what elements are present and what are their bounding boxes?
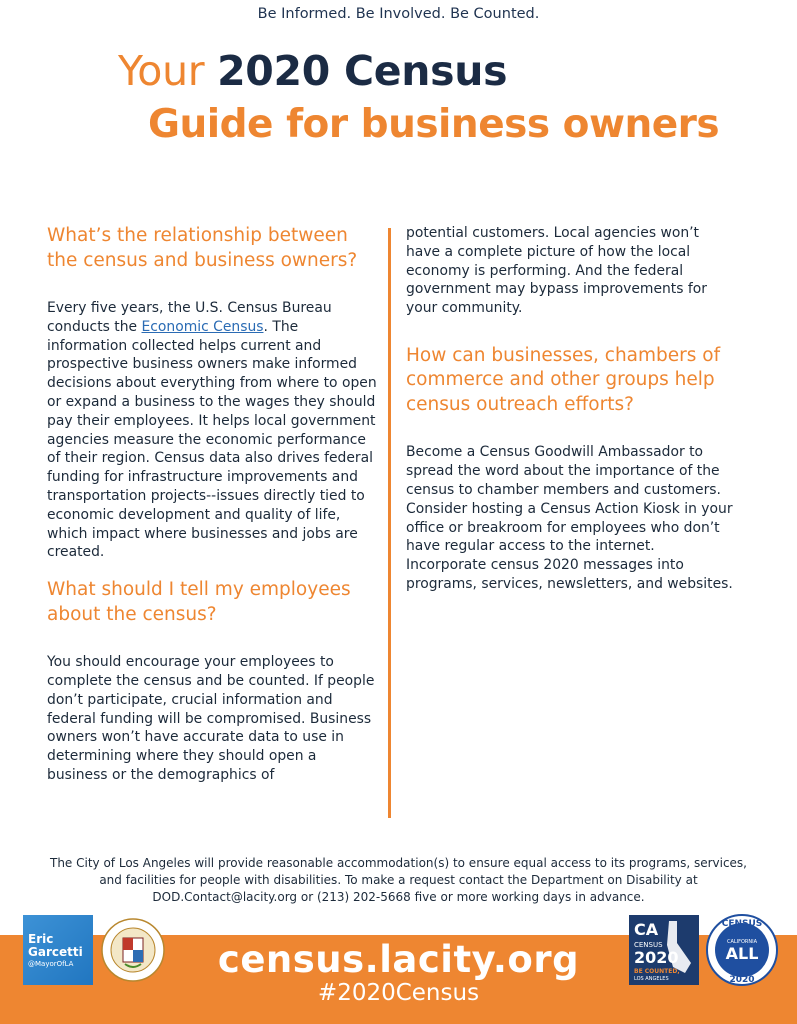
census-website-link[interactable]: census.lacity.org [217, 938, 580, 981]
question-heading-employees: What should I tell my employees about the census? [47, 579, 351, 625]
answer-employees: You should encourage your employees to complete the census and be counted. If people don’t participate, crucial information and federal funding will be compromised. Business owners won’t have accurate data to use in determining where they should open a business or the demographics of [47, 654, 375, 783]
column-divider [388, 228, 391, 818]
economic-census-link[interactable]: Economic Census [141, 318, 264, 335]
ca-logo-year: 2020 [634, 948, 679, 967]
left-column [47, 224, 377, 785]
hashtag: #2020Census [317, 980, 480, 1006]
accessibility-notice: The City of Los Angeles will provide reasonable accommodation(s) to ensure equal access to its programs, services, and facilities for people with disabilities. To make a request contact the Department on Disability at DOD.Contact@lacity.org or (213) 202-5668 five or more working days in advance. [50, 856, 747, 904]
title-your: Your [118, 47, 205, 95]
badge-california: CALIFORNIA [726, 939, 758, 945]
tagline: Be Informed. Be Involved. Be Counted. [257, 6, 540, 22]
question-heading-outreach: How can businesses, chambers of commerce and other groups help census outreach efforts? [406, 344, 721, 415]
mayor-handle: @MayorOfLA [28, 960, 74, 968]
census-for-all-badge [705, 913, 779, 987]
badge-census: CENSUS [721, 919, 763, 929]
badge-year: 2020 [729, 975, 755, 985]
answer-relationship: Every five years, the U.S. Census Bureau conducts the Economic Census. The information collected helps current and prospective business owners make informed decisions about everything from where to open or expand a business to the wages they should pay their employees. It helps local government agencies measure the economic performance of their region. Census data also drives federal funding for infrastructure improvements and transportation projects--issues directly tied to economic development and quality of life, which impact where businesses and jobs are created. [47, 300, 377, 561]
ca-census-logo [629, 915, 699, 985]
ca-logo-text: CA [634, 920, 659, 939]
page-title [118, 46, 507, 96]
question-heading-relationship: What’s the relationship between the census and business owners? [47, 225, 358, 271]
ca-logo-be-counted: BE COUNTED, [634, 968, 680, 975]
ca-logo-census: CENSUS [634, 941, 663, 949]
ca-logo-la: LOS ANGELES [634, 976, 669, 982]
right-column [406, 224, 736, 594]
answer-outreach: Become a Census Goodwill Ambassador to spread the word about the importance of the census to chamber members and customers. Consider hosting a Census Action Kiosk in your office or breakroom for employees who don’t have regular access to the internet. Incorporate census 2020 messages into programs, services, newsletters, and websites. [406, 444, 733, 593]
page-subtitle: Guide for business owners [148, 102, 720, 147]
badge-all: ALL [725, 944, 759, 963]
answer-employees-continued: potential customers. Local agencies won’t have a complete picture of how the local economy is performing. And the federal government may bypass improvements for your community. [406, 225, 707, 317]
title-2020-census: 2020 Census [217, 47, 508, 95]
mayor-name: Eric Garcetti [28, 932, 83, 959]
